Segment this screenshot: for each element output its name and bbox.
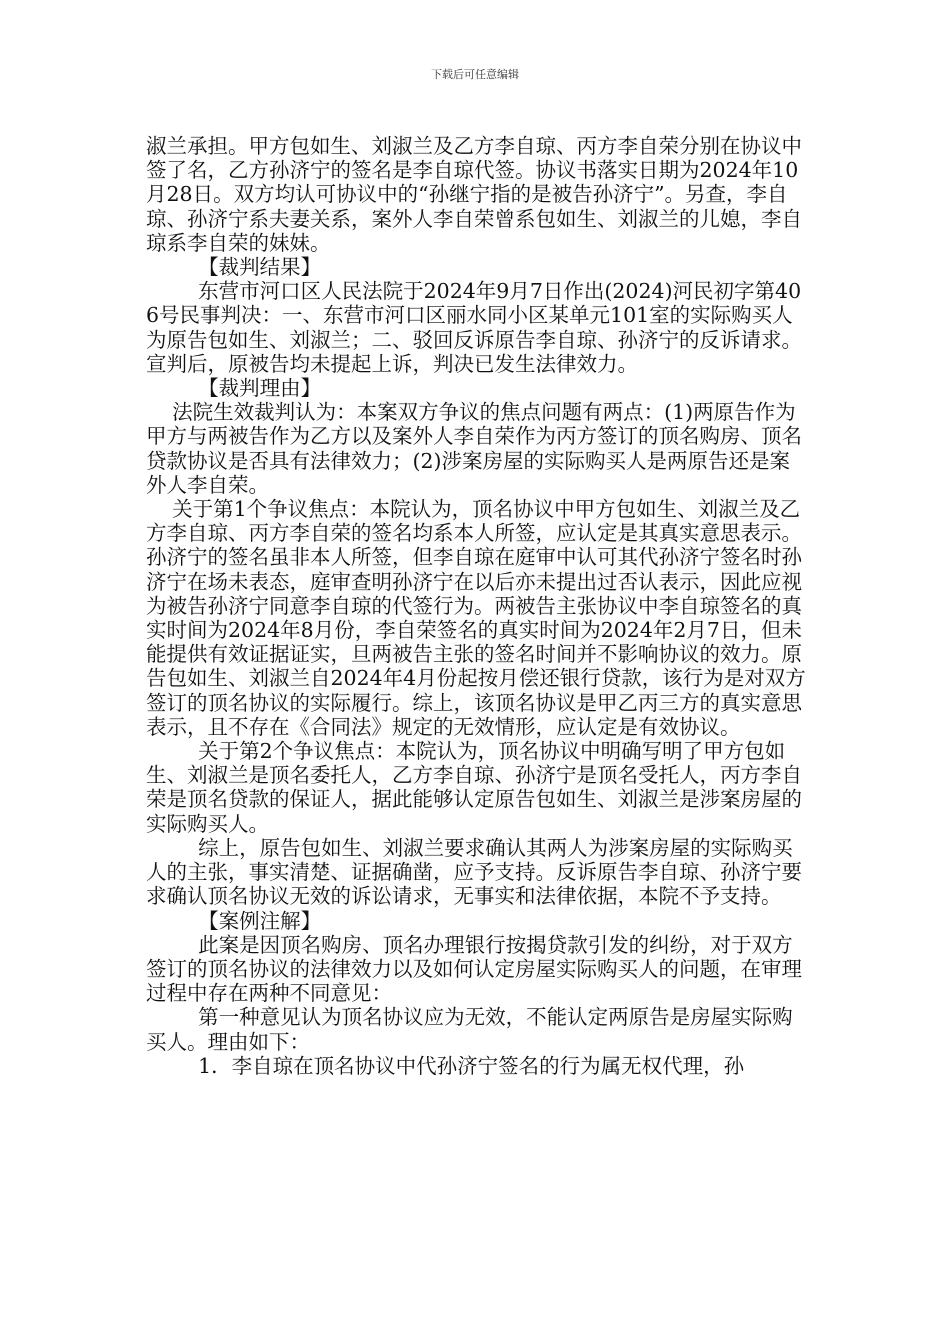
paragraph-continued-facts: 淑兰承担。甲方包如生、刘淑兰及乙方李自琼、丙方李自荣分别在协议中签了名，乙方孙济宁的签名是李自琼代签。协议书落实日期为2024年10月28日。双方均认可协议中的“孙继宁指的是被告孙济宁”。另查，李自琼、孙济宁系夫妻关系，案外人李自荣曾系包如生、刘淑兰的儿媳，李自琼系李自荣的妹妹。 — [146, 134, 802, 255]
paragraph-first-opinion: 第一种意见认为顶名协议应为无效，不能认定两原告是房屋实际购买人。理由如下： — [146, 1005, 793, 1054]
heading-judgment-result: 【裁判结果】 — [146, 255, 322, 280]
header-note: 下载后可任意编辑 — [431, 68, 519, 81]
document-body — [146, 134, 806, 1078]
paragraph-second-focus: 关于第2个争议焦点：本院认为，顶名协议中明确写明了甲方包如生、刘淑兰是顶名委托人，乙方李自琼、孙济宁是顶名受托人，丙方李自荣是顶名贷款的保证人，据此能够认定原告包如生、刘淑兰是涉案房屋的实际购买人。 — [146, 739, 802, 836]
paragraph-dispute-focus: 法院生效裁判认为：本案双方争议的焦点问题有两点：(1)两原告作为甲方与两被告作为乙方以及案外人李自荣作为丙方签订的顶名购房、顶名贷款协议是否具有法律效力；(2)涉案房屋的实际购买人是两原告还是案外人李自荣。 — [146, 400, 802, 497]
paragraph-judgment-result: 东营市河口区人民法院于2024年9月7日作出(2024)河民初字第406号民事判决：一、东营市河口区丽水同小区某单元101室的实际购买人为原告包如生、刘淑兰；二、驳回反诉原告李自琼、孙济宁的反诉请求。宣判后，原被告均未提起上诉，判决已发生法律效力。 — [146, 279, 802, 376]
paragraph-annotation-intro: 此案是因顶名购房、顶名办理银行按揭贷款引发的纠纷，对于双方签订的顶名协议的法律效力以及如何认定房屋实际购买人的问题，在审理过程中存在两种不同意见： — [146, 932, 802, 1006]
paragraph-conclusion: 综上，原告包如生、刘淑兰要求确认其两人为涉案房屋的实际购买人的主张，事实清楚、证据确凿，应予支持。反诉原告李自琼、孙济宁要求确认顶名协议无效的诉讼请求，无事实和法律依据，本院不予支持。 — [146, 835, 802, 909]
paragraph-first-focus: 关于第1个争议焦点：本院认为，顶名协议中甲方包如生、刘淑兰及乙方李自琼、丙方李自荣的签名均系本人所签，应认定是其真实意思表示。孙济宁的签名虽非本人所签，但李自琼在庭审中认可其代孙济宁签名时孙济宁在场未表态，庭审查明孙济宁在以后亦未提出过否认表示，因此应视为被告孙济宁同意李自琼的代签行为。两被告主张协议中李自琼签名的真实时间为2024年8月份，李自荣签名的真实时间为2024年2月7日，但未能提供有效证据证实，旦两被告主张的签名时间并不影响协议的效力。原告包如生、刘淑兰自2024年4月份起按月偿还银行贷款，该行为是对双方签订的顶名协议的实际履行。综上，该顶名协议是甲乙丙三方的真实意思表示，且不存在《合同法》规定的无效情形，应认定是有效协议。 — [146, 497, 806, 739]
paragraph-reason-one: 1．李自琼在顶名协议中代孙济宁签名的行为属无权代理，孙 — [146, 1053, 745, 1078]
heading-judgment-reason: 【裁判理由】 — [146, 376, 322, 401]
heading-case-annotation: 【案例注解】 — [146, 908, 322, 933]
